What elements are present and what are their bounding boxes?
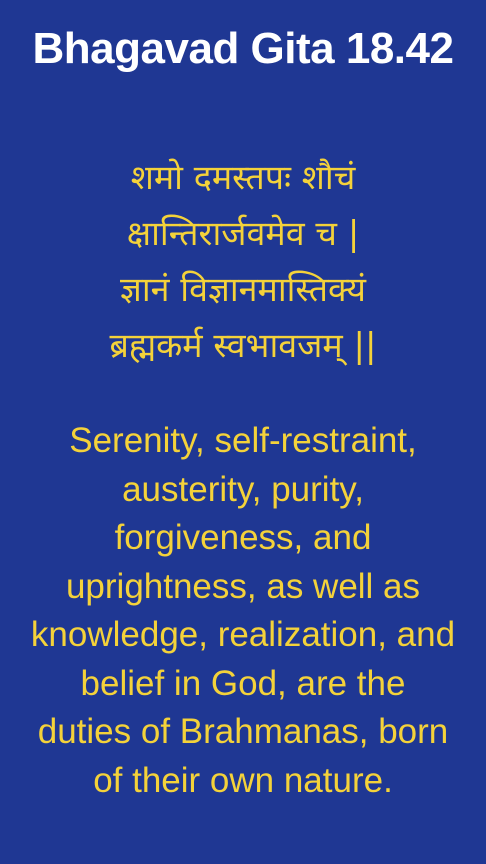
translation-line: belief in God, are the [80, 663, 406, 703]
sanskrit-verse [0, 150, 486, 374]
translation-line: austerity, purity, [122, 469, 364, 509]
sanskrit-line: क्षान्तिरार्जवमेव च | [126, 214, 360, 254]
sanskrit-line: शमो दमस्तपः शौचं [130, 158, 356, 198]
translation-line: uprightness, as well as [65, 566, 421, 606]
translation-line: of their own nature. [93, 760, 393, 800]
translation-line: Serenity, self-restraint, [69, 421, 417, 460]
sanskrit-line: ब्रह्मकर्म स्वभावजम् || [109, 326, 377, 366]
page-title: Bhagavad Gita 18.42 [32, 24, 454, 73]
translation-line: knowledge, realization, and [30, 615, 456, 654]
sanskrit-line: ज्ञानं विज्ञानमास्तिक्यं [120, 270, 366, 310]
english-translation [0, 417, 486, 805]
translation-line: duties of Brahmanas, born [37, 712, 449, 751]
translation-line: forgiveness, and [114, 518, 372, 557]
